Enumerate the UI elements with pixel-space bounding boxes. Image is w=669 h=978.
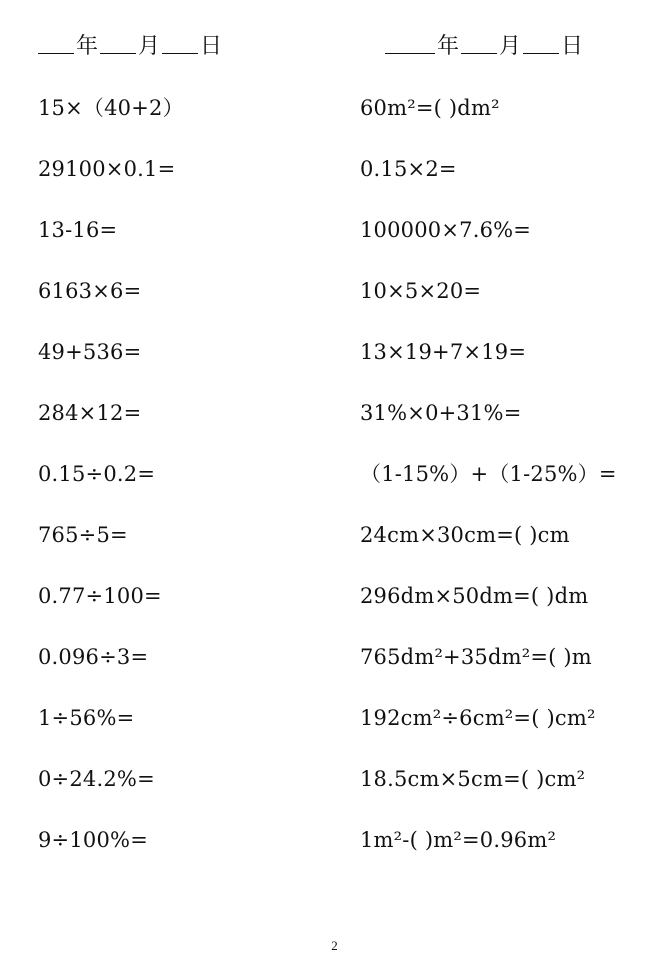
problem-item: 31%×0+31%= xyxy=(360,401,522,425)
problem-item: 192cm²÷6cm²=( )cm² xyxy=(360,706,596,730)
date-header-left xyxy=(38,26,224,60)
day-blank[interactable] xyxy=(523,52,559,54)
problem-item: 284×12= xyxy=(38,401,142,425)
problem-item: 6163×6= xyxy=(38,279,142,303)
day-blank[interactable] xyxy=(162,52,198,54)
problem-item: 0.096÷3= xyxy=(38,645,149,669)
problem-item: 0÷24.2%= xyxy=(38,767,155,791)
problem-item: 13×19+7×19= xyxy=(360,340,527,364)
problem-item: 765dm²+35dm²=( )m xyxy=(360,645,592,669)
page-number: 2 xyxy=(331,938,338,953)
problem-item: 0.15×2= xyxy=(360,157,457,181)
problem-item: 765÷5= xyxy=(38,523,128,547)
month-label: 月 xyxy=(138,34,161,59)
month-blank[interactable] xyxy=(100,52,136,54)
year-blank[interactable] xyxy=(385,52,435,54)
year-blank[interactable] xyxy=(38,52,74,54)
problem-item: 100000×7.6%= xyxy=(360,218,532,242)
problem-item: 1m²-( )m²=0.96m² xyxy=(360,828,557,852)
problem-item: 24cm×30cm=( )cm xyxy=(360,523,570,547)
date-header-right xyxy=(385,26,585,60)
problem-item: 29100×0.1= xyxy=(38,157,176,181)
problem-column-right xyxy=(360,88,660,881)
problem-item: 0.77÷100= xyxy=(38,584,162,608)
month-blank[interactable] xyxy=(461,52,497,54)
problem-item: 0.15÷0.2= xyxy=(38,462,156,486)
problem-item: 9÷100%= xyxy=(38,828,148,852)
day-label: 日 xyxy=(200,34,223,59)
year-label: 年 xyxy=(76,34,99,59)
problem-item: 1÷56%= xyxy=(38,706,135,730)
month-label: 月 xyxy=(499,34,522,59)
problem-item: 60m²=( )dm² xyxy=(360,96,500,120)
problem-item: 13-16= xyxy=(38,218,118,242)
problem-item: 10×5×20= xyxy=(360,279,482,303)
year-label: 年 xyxy=(437,34,460,59)
problem-item: 18.5cm×5cm=( )cm² xyxy=(360,767,586,791)
day-label: 日 xyxy=(561,34,584,59)
problem-item: （1-15%）+（1-25%）= xyxy=(360,462,617,486)
problem-item: 49+536= xyxy=(38,340,142,364)
problem-item: 15×（40+2） xyxy=(38,96,184,120)
problem-item: 296dm×50dm=( )dm xyxy=(360,584,589,608)
problem-column-left xyxy=(38,88,338,881)
